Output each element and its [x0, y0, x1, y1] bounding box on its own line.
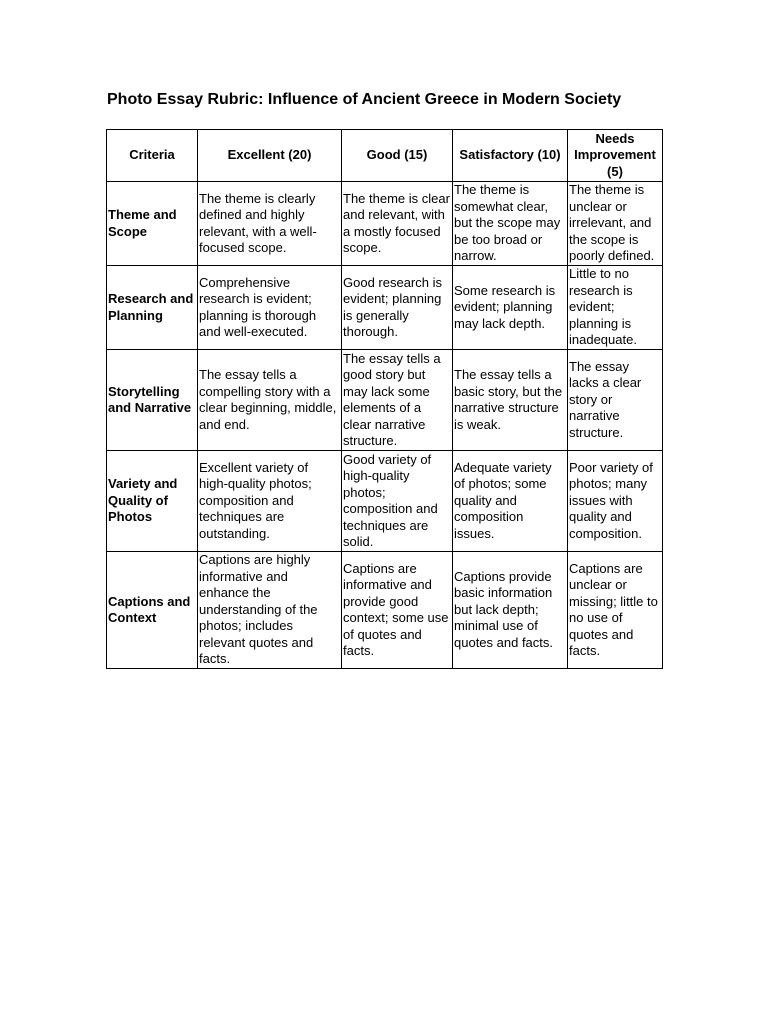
good-cell: The essay tells a good story but may lack some elements of a clear narrative structure.: [342, 350, 453, 451]
satisfactory-cell: Captions provide basic information but lack depth; minimal use of quotes and facts.: [453, 552, 568, 669]
excellent-cell: Captions are highly informative and enhance the understanding of the photos; includes relevant quotes and facts.: [198, 552, 342, 669]
header-excellent: Excellent (20): [198, 130, 342, 182]
good-cell: Good variety of high-quality photos; composition and techniques are solid.: [342, 451, 453, 552]
needs-improvement-cell: Little to no research is evident; planning is inadequate.: [568, 266, 663, 350]
header-satisfactory: Satisfactory (10): [453, 130, 568, 182]
needs-improvement-cell: The essay lacks a clear story or narrative structure.: [568, 350, 663, 451]
satisfactory-cell: Some research is evident; planning may lack depth.: [453, 266, 568, 350]
good-cell: Captions are informative and provide good context; some use of quotes and facts.: [342, 552, 453, 669]
excellent-cell: The theme is clearly defined and highly relevant, with a well-focused scope.: [198, 182, 342, 266]
header-good: Good (15): [342, 130, 453, 182]
table-row: [107, 552, 663, 669]
header-row: [107, 130, 663, 182]
good-cell: Good research is evident; planning is generally thorough.: [342, 266, 453, 350]
needs-improvement-cell: Captions are unclear or missing; little to no use of quotes and facts.: [568, 552, 663, 669]
document-title: Photo Essay Rubric: Influence of Ancient Greece in Modern Society: [107, 91, 622, 108]
rubric-table: [106, 129, 663, 669]
satisfactory-cell: The essay tells a basic story, but the narrative structure is weak.: [453, 350, 568, 451]
criteria-cell: Variety and Quality of Photos: [107, 451, 198, 552]
header-criteria: Criteria: [107, 130, 198, 182]
criteria-cell: Storytelling and Narrative: [107, 350, 198, 451]
table-row: [107, 451, 663, 552]
satisfactory-cell: The theme is somewhat clear, but the scope may be too broad or narrow.: [453, 182, 568, 266]
table-row: [107, 350, 663, 451]
satisfactory-cell: Adequate variety of photos; some quality and composition issues.: [453, 451, 568, 552]
criteria-cell: Research and Planning: [107, 266, 198, 350]
good-cell: The theme is clear and relevant, with a mostly focused scope.: [342, 182, 453, 266]
header-needs-improvement: Needs Improvement (5): [568, 130, 663, 182]
table-row: [107, 266, 663, 350]
needs-improvement-cell: The theme is unclear or irrelevant, and the scope is poorly defined.: [568, 182, 663, 266]
criteria-cell: Theme and Scope: [107, 182, 198, 266]
excellent-cell: Excellent variety of high-quality photos; composition and techniques are outstanding.: [198, 451, 342, 552]
criteria-cell: Captions and Context: [107, 552, 198, 669]
needs-improvement-cell: Poor variety of photos; many issues with quality and composition.: [568, 451, 663, 552]
excellent-cell: The essay tells a compelling story with a clear beginning, middle, and end.: [198, 350, 342, 451]
table-row: [107, 182, 663, 266]
excellent-cell: Comprehensive research is evident; planning is thorough and well-executed.: [198, 266, 342, 350]
